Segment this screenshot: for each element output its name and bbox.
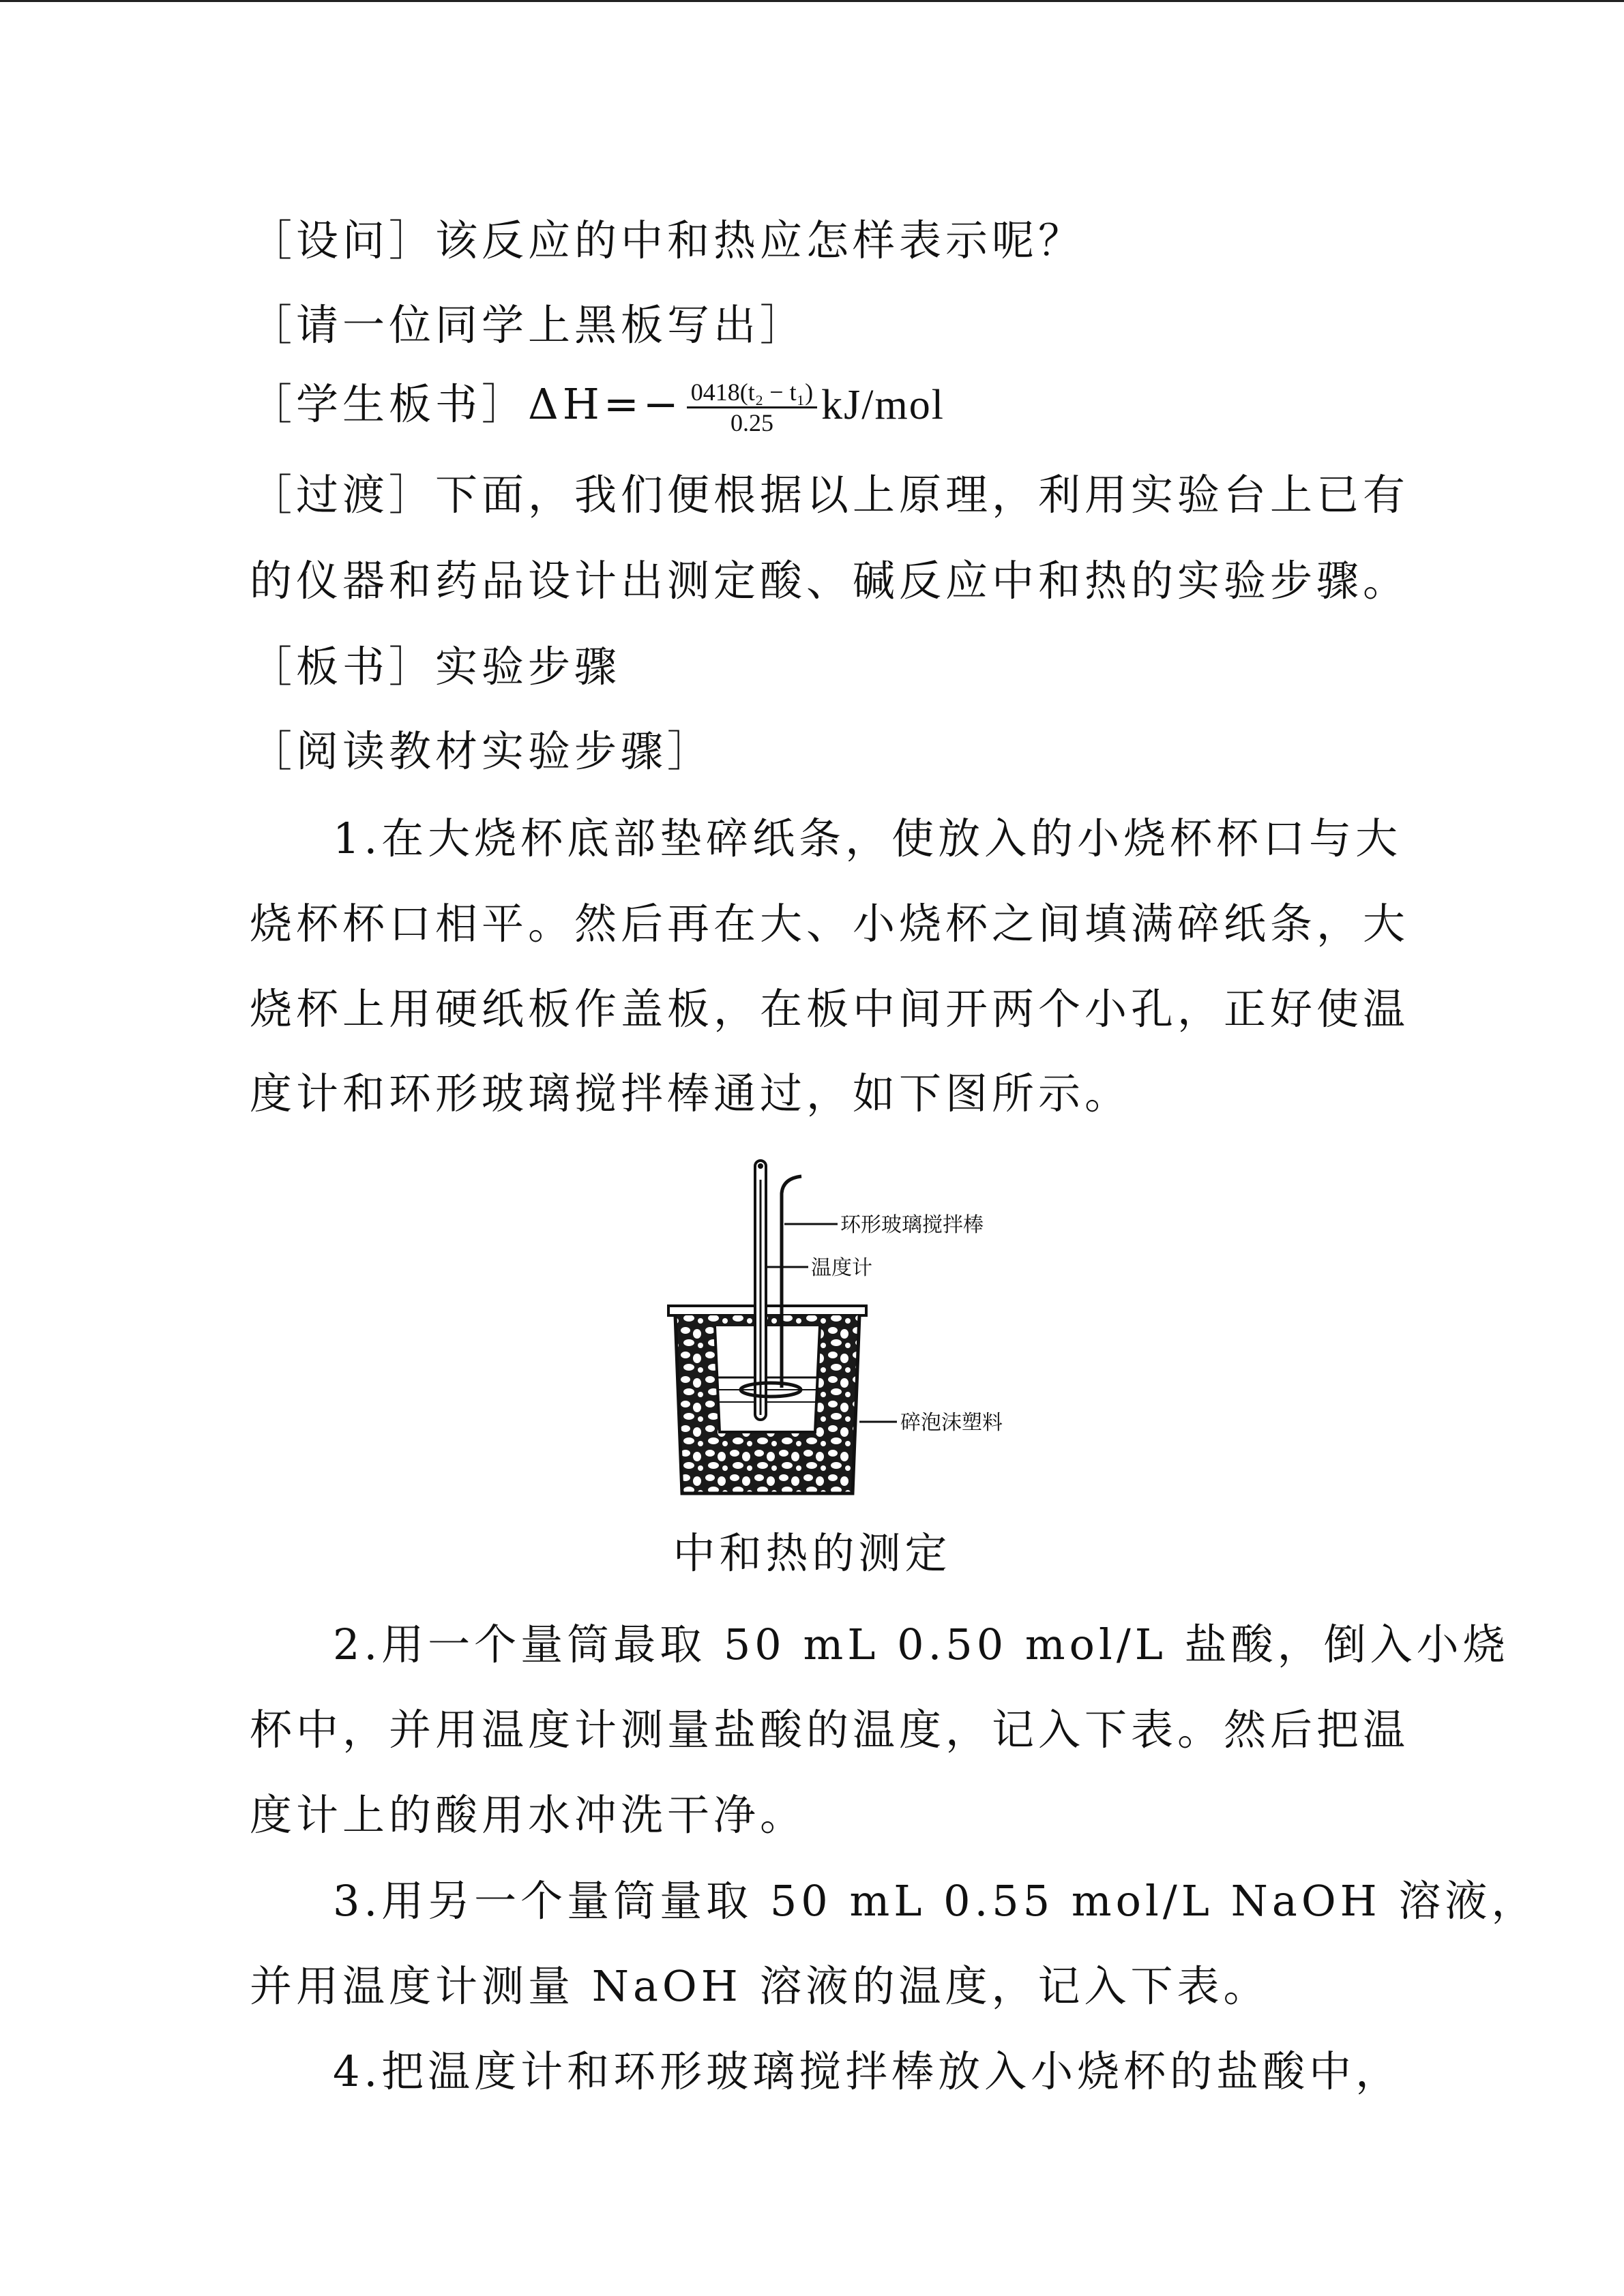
line-question: ［设问］该反应的中和热应怎样表示呢？ [250, 215, 1085, 265]
line-transition-cont: 的仪器和药品设计出测定酸、碱反应中和热的实验步骤。 [250, 556, 1410, 606]
step2-line3: 度计上的酸用水冲洗干净。 [250, 1790, 807, 1840]
step1-line2: 烧杯杯口相平。然后再在大、小烧杯之间填满碎纸条，大 [250, 899, 1410, 949]
step3-line2: 并用温度计测量 NaOH 溶液的温度，记入下表。 [250, 1961, 1270, 2011]
step3-line1: 3.用另一个量筒量取 50 mL 0.55 mol/L NaOH 溶液， [333, 1876, 1538, 1926]
formula-denominator: 0.25 [730, 409, 773, 437]
calorimeter-figure [655, 1152, 1078, 1507]
step1-line4: 度计和环形玻璃搅拌棒通过，如下图所示。 [250, 1069, 1132, 1118]
step2-line2: 杯中，并用温度计测量盐酸的温度，记入下表。然后把温 [250, 1705, 1410, 1755]
step1-line1: 1.在大烧杯底部垫碎纸条，使放入的小烧杯杯口与大 [333, 814, 1402, 863]
line-student-request: ［请一位同学上黑板写出］ [250, 300, 807, 350]
formula-prefix: ［学生板书］ΔH=− [250, 379, 683, 429]
line-transition: ［过渡］下面，我们便根据以上原理，利用实验台上已有 [250, 470, 1410, 520]
line-board-steps: ［板书］实验步骤 [250, 642, 621, 691]
step2-line1: 2.用一个量筒最取 50 mL 0.50 mol/L 盐酸，倒入小烧 [333, 1620, 1509, 1669]
formula-fraction [687, 378, 817, 437]
step1-line3: 烧杯上用硬纸板作盖板，在板中间开两个小孔，正好使温 [250, 984, 1410, 1034]
label-stirrer: 环形玻璃搅拌棒 [840, 1213, 984, 1237]
line-student-formula [250, 377, 945, 437]
label-thermometer: 温度计 [811, 1256, 872, 1280]
top-border [0, 0, 1624, 2]
calorimeter-diagram [655, 1152, 1078, 1507]
step4-line1: 4.把温度计和环形玻璃搅拌棒放入小烧杯的盐酸中， [333, 2046, 1402, 2096]
formula [683, 378, 821, 437]
line-read-steps: ［阅读教材实验步骤］ [250, 726, 714, 776]
formula-numerator: 0418(t₂ − t₁) [687, 378, 817, 408]
label-foam: 碎泡沫塑料 [900, 1411, 1003, 1435]
formula-unit: kJ/mol [821, 382, 945, 428]
figure-caption: 中和热的测定 [673, 1528, 951, 1578]
